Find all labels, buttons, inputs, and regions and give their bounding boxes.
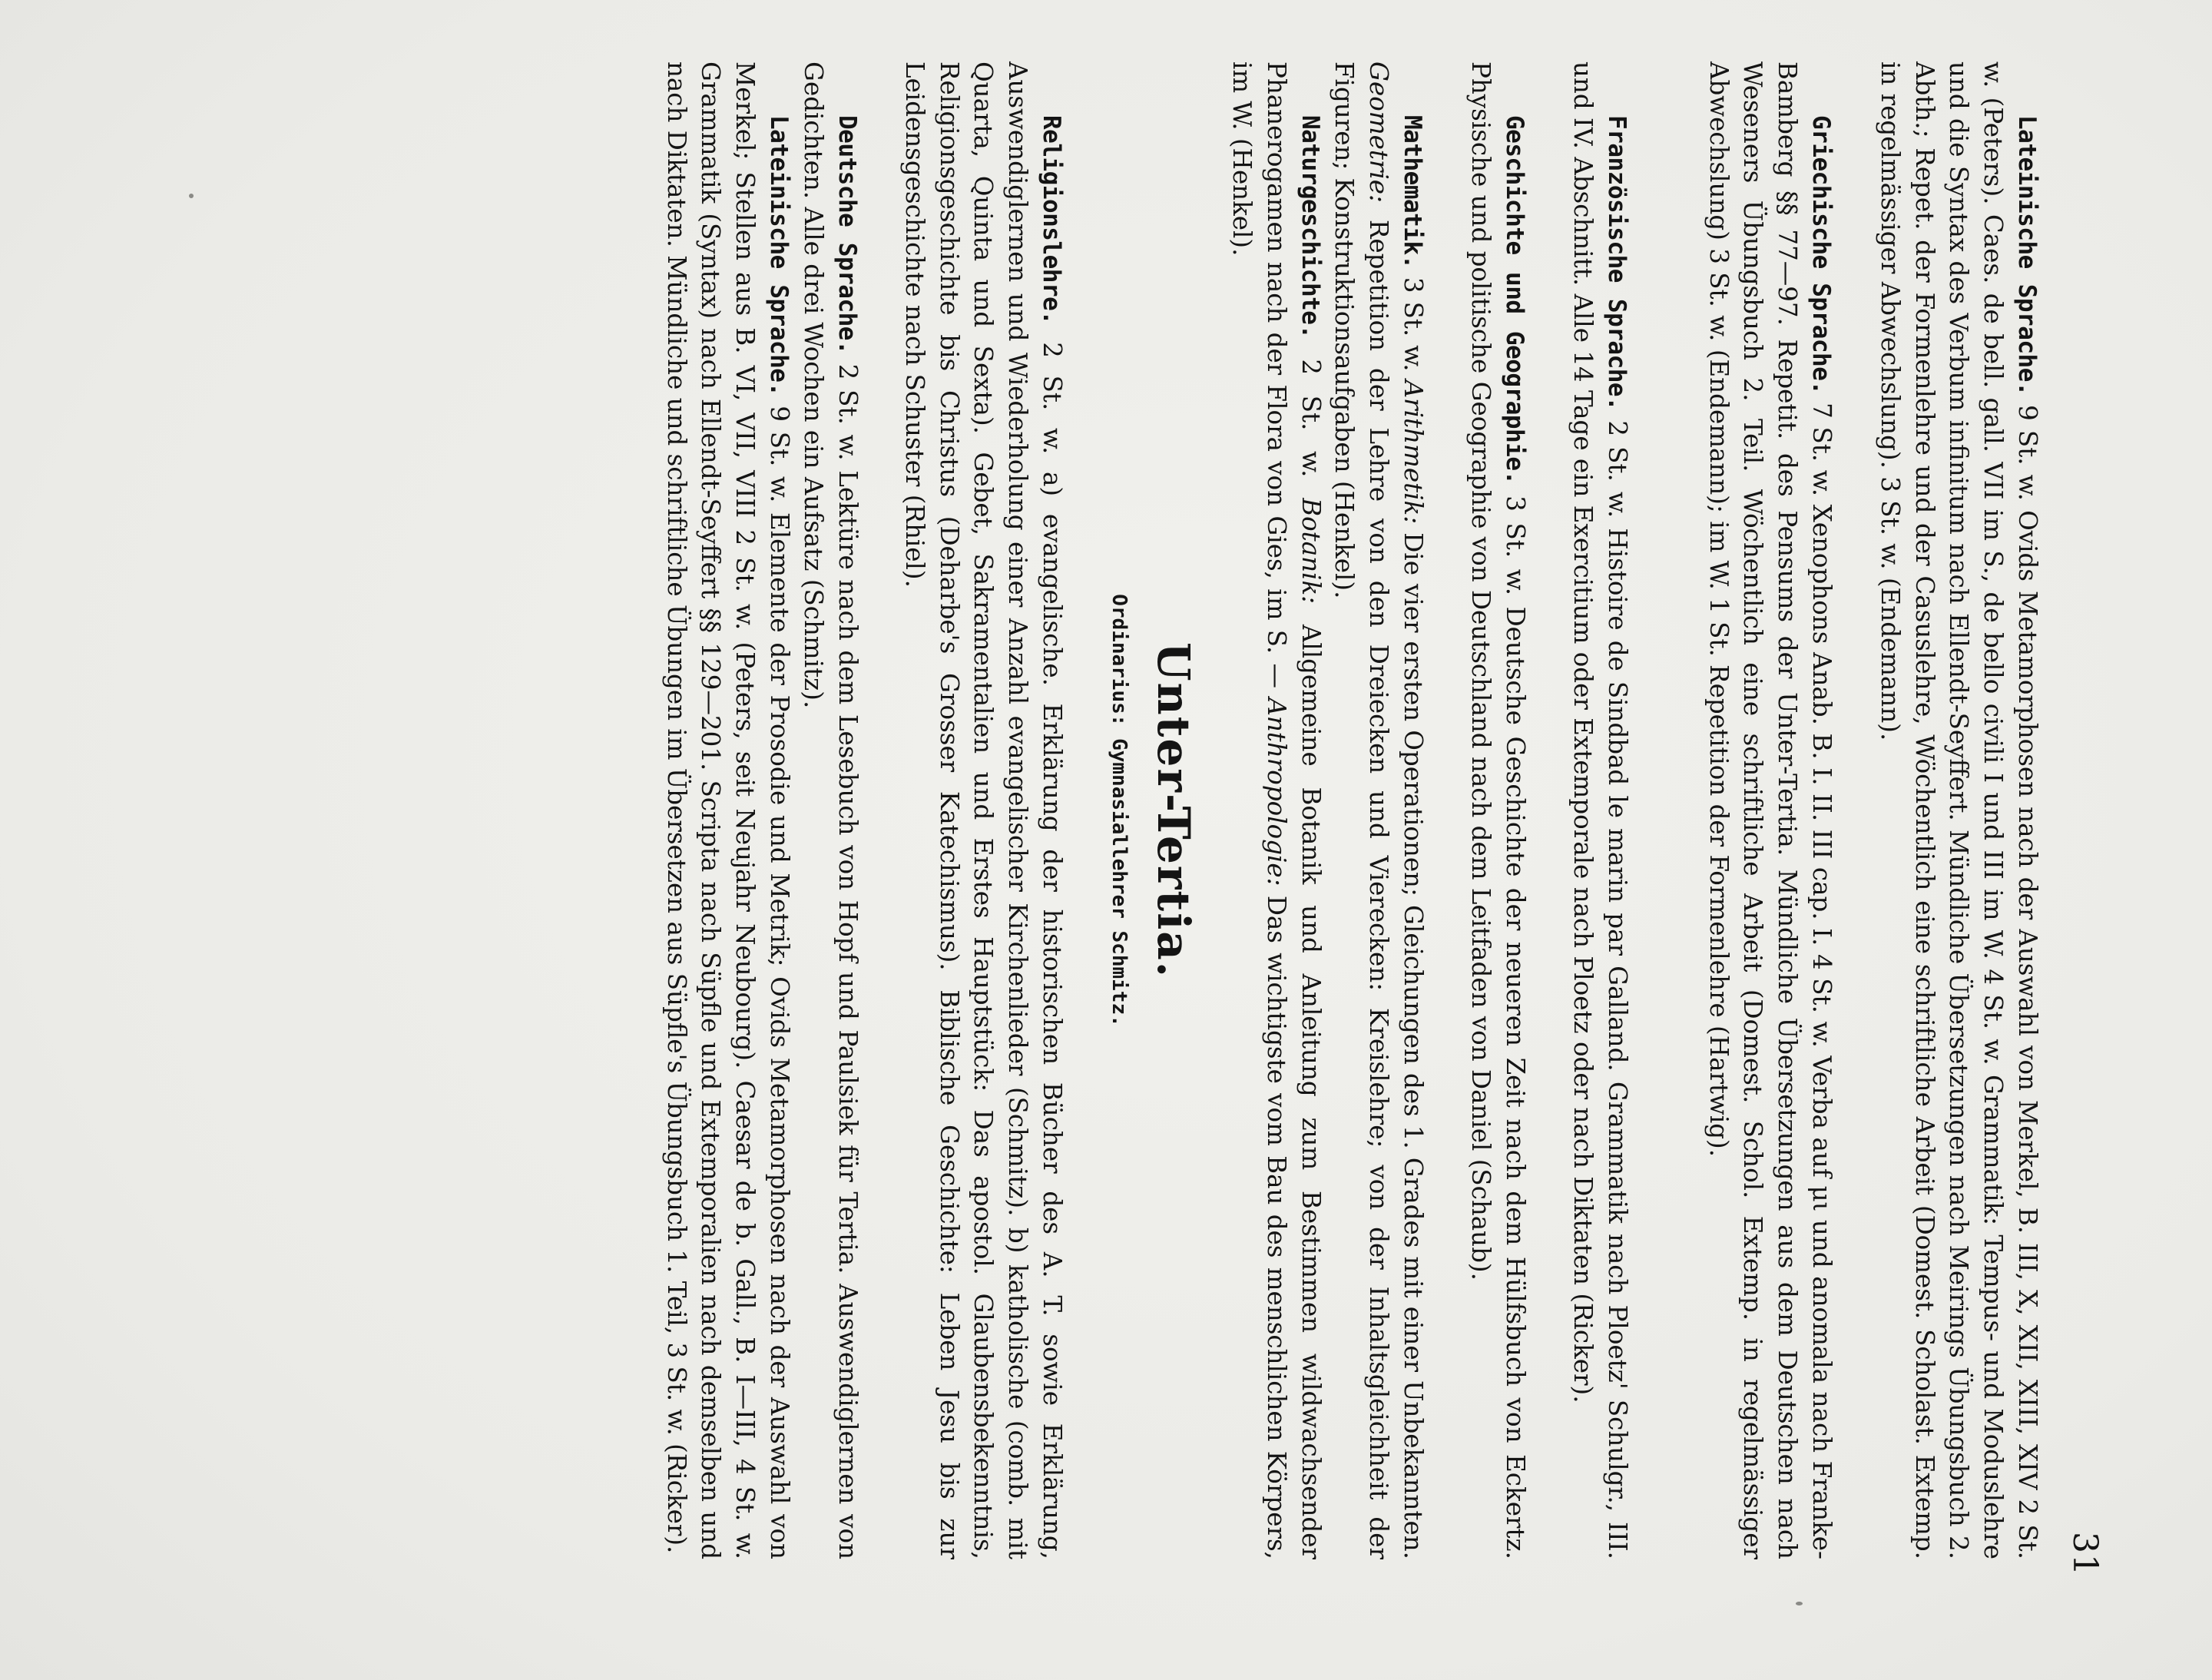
italic-term: Arithmetik:	[1399, 379, 1428, 525]
subject-heading: Mathematik.	[1399, 115, 1426, 269]
paragraph-text: Die vier ersten Operationen; Gleichungen des 1. Grades mit einer Unbekannten.	[1399, 524, 1428, 1559]
paragraph-text: 9 St. w. Elemente der Prosodie und Metrik; Ovids Metamorphosen nach der Auswahl von Merkel; Stellen aus B. VI, VII, VIII 2 St. w. (Peters, seit Neujahr Neubourg). Caesar de b. Gall., B. I—III, 4 St. w. Grammatik (Syntax) nach Ellendt-Seyffert §§ 129—201. Scripta nach Süpfle und Extemporalien nach demselben und nach Diktaten. Mündliche und schriftliche Übungen im Übersetzen aus Süpfle's Übungsbuch 1. Teil, 3 St. w. (Ricker).	[661, 61, 794, 1559]
paragraph-latin-lower	[659, 61, 796, 1559]
paragraph-text: 2 St. w.	[1296, 338, 1326, 499]
paragraph-text: 2 St. w. a) evangelische. Erklärung der historischen Bücher des A. T. sowie Erklärung, Auswendiglernen und Wiederholung einer Anzahl evangelischer Kirchenlieder (Schmitz). b) katholische (comb. mit Quarta, Quinta und Sexta). Gebet, Sakramentalien und Erstes Hauptstück: Das apostol. Glaubensbekenntnis, Religionsgeschichte bis Christus (Deharbe's Grosser Katechismus). Biblische Geschichte: Leben Jesu bis zur Leidensgeschichte nach Schuster (Rhiel).	[900, 61, 1067, 1559]
subject-heading: Griechische Sprache.	[1807, 115, 1835, 395]
speck-mark	[1796, 1602, 1803, 1605]
paragraph-german	[796, 61, 865, 1559]
subject-heading: Lateinische Sprache.	[765, 115, 793, 396]
italic-term: Anthropologie:	[1261, 698, 1291, 886]
paragraph-latin	[1873, 61, 2045, 1559]
paragraph-text: 2 St. w. Histoire de Sindbad le marin par Galland. Grammatik nach Ploetz' Schulgr., III. und IV. Abschnitt. Alle 14 Tage ein Exercitium oder Extemporale nach Ploetz oder nach Diktaten (Ricker).	[1568, 61, 1632, 1559]
paragraph-history	[1463, 61, 1532, 1559]
paragraph-text: 7 St. w. Xenophons Anab. B. I. II. III cap. I. 4 St. w. Verba auf μι und anomala nach Franke-Bamberg §§ 77—97. Repetit. des Pensums der Unter-Tertia. Mündliche Übersetzungen aus dem Deutschen nach Weseners Übungsbuch 2. Teil. Wöchentlich eine schriftliche Arbeit (Domest. Schol. Extemp. in regelmässiger Abwechslung) 3 St. w. (Endemann); im W. 1 St. Repetition der Formenlehre (Hartwig).	[1704, 61, 1836, 1559]
subject-heading: Lateinische Sprache.	[2013, 115, 2041, 396]
paragraph-text: Repetition der Lehre von den Dreiecken und Vierecken: Kreislehre; von der Inhaltsgleichheit der Figuren; Konstruktionsaufgaben (Henkel).	[1330, 61, 1393, 1559]
subject-heading: Geschichte und Geographie.	[1501, 115, 1528, 485]
section-subtitle: Ordinarius: Gymnasiallehrer Schmitz.	[1108, 594, 1131, 1027]
page-number: 31	[2065, 1532, 2104, 1576]
subject-heading: Deutsche Sprache.	[833, 115, 861, 355]
subject-heading: Religionslehre.	[1038, 115, 1065, 325]
section-title: Unter-Tertia.	[1147, 641, 1200, 979]
subject-heading: Naturgeschichte.	[1296, 115, 1324, 339]
paragraph-mathematics	[1327, 61, 1430, 1559]
paragraph-french	[1565, 61, 1634, 1559]
paragraph-natural-history	[1225, 61, 1328, 1559]
paragraph-text: 2 St. w. Lektüre nach dem Lesebuch von Hopf und Paulsiek für Tertia. Auswendiglernen von Gedichten. Alle drei Wochen ein Aufsatz (Schmitz).	[798, 61, 863, 1560]
italic-term: Botanik:	[1296, 498, 1326, 605]
speck-mark	[189, 194, 194, 198]
paragraph-text: 3 St. w. Deutsche Geschichte der neueren Zeit nach dem Hülfsbuch von Eckertz. Physische und politische Geographie von Deutschland nach dem Leitfaden von Daniel (Schaub).	[1465, 61, 1530, 1559]
paragraph-text: 9 St. w. Ovids Metamorphosen nach der Auswahl von Merkel, B. III, X, XII, XIII, XIV 2 St. w. (Peters). Caes. de bell. gall. VII im S., de bello civili I und III im W. 4 St. w. Grammatik: Tempus- und Moduslehre und die Syntax des Verbum infinitum nach Ellendt-Seyffert. Mündliche Übersetzungen nach Meirings Übungsbuch 2. Abth.; Repet. der Formenlehre und der Casuslehre, Wöchentlich eine schriftliche Arbeit (Domest. Scholast. Extemp. in regelmässiger Abwechslung). 3 St. w. (Endemann).	[1876, 61, 2042, 1559]
italic-term: Geometrie:	[1363, 61, 1393, 203]
paragraph-religion	[898, 61, 1069, 1559]
paragraph-text: Das wichtigste vom Bau des menschlichen Körpers, im W. (Henkel).	[1227, 61, 1291, 1559]
subject-heading: Französische Sprache.	[1603, 115, 1631, 411]
paragraph-greek	[1701, 61, 1839, 1559]
paragraph-text: 3 St. w.	[1399, 268, 1428, 380]
paragraph-text: Allgemeine Botanik und Anleitung zum Bestimmen wildwachsender Phanerogamen nach der Flora von Gies, im S. —	[1261, 61, 1326, 1560]
rotated-document-page	[223, 61, 2104, 1598]
